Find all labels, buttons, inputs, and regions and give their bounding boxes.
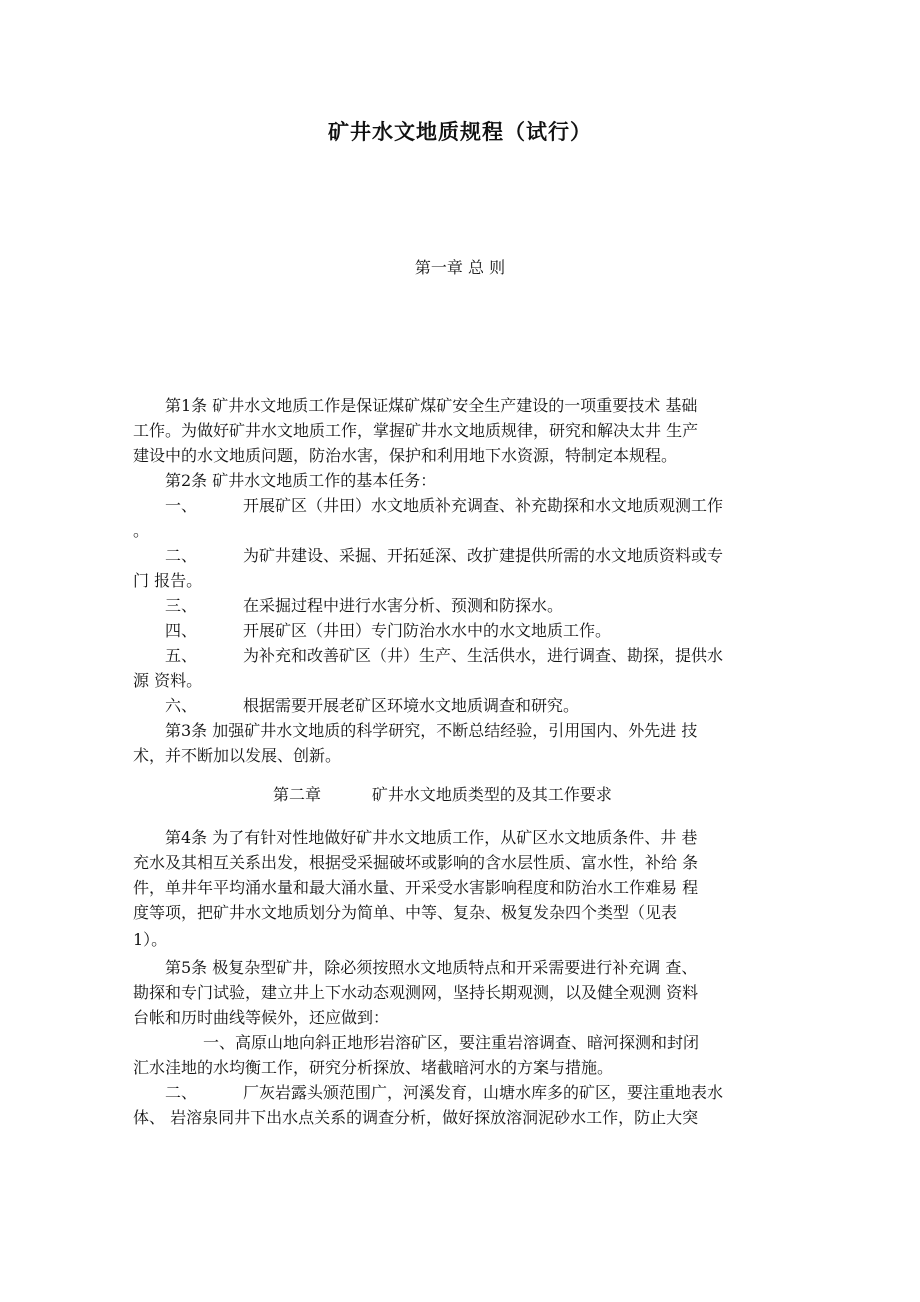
chapter-1-heading: 第一章 总 则 bbox=[414, 258, 506, 277]
article-5-line: 第5条 极复杂型矿井，除必须按照水文地质特点和开采需要进行补充调 查、 bbox=[165, 958, 698, 977]
task-continuation: 。 bbox=[133, 521, 150, 540]
article-5-item-1 bbox=[133, 1030, 793, 1080]
article-1-line: 工作。为做好矿井水文地质工作，掌握矿井水文地质规律，研究和解决太井 生产 bbox=[133, 421, 699, 440]
article-5 bbox=[133, 955, 793, 1030]
article-4-line: 充水及其相互关系出发，根据受采掘破坏或影响的含水层性质、富水性，补给 条 bbox=[133, 853, 699, 872]
article-1 bbox=[133, 393, 793, 468]
task-text: 开展矿区（井田）水文地质补充调查、补充勘探和水文地质观测工作 bbox=[243, 496, 724, 515]
document-body bbox=[133, 393, 793, 1130]
item-number: 二、 bbox=[165, 1083, 198, 1102]
task-text: 开展矿区（井田）专门防治水水中的水文地质工作。 bbox=[243, 621, 612, 640]
task-item bbox=[133, 643, 793, 693]
task-text: 为矿井建设、采掘、开拓延深、改扩建提供所需的水文地质资料或专 bbox=[243, 546, 724, 565]
task-number: 一、 bbox=[165, 496, 198, 515]
task-number: 二、 bbox=[165, 546, 198, 565]
article-4-line: 件，单井年平均涌水量和最大涌水量、开采受水害影响程度和防治水工作难易 程 bbox=[133, 878, 699, 897]
article-5-item-2 bbox=[133, 1080, 793, 1130]
article-3-line: 第3条 加强矿井水文地质的科学研究，不断总结经验，引用国内、外先进 技 bbox=[165, 721, 698, 740]
article-2-intro: 第2条 矿井水文地质工作的基本任务： bbox=[165, 471, 437, 490]
article-5-line: 台帐和历时曲线等候外，还应做到： bbox=[133, 1008, 390, 1027]
task-item bbox=[133, 543, 793, 593]
article-3 bbox=[133, 718, 793, 768]
article-4-line: 1）。 bbox=[133, 930, 168, 949]
task-item bbox=[133, 693, 793, 718]
article-3-line: 术，并不断加以发展、创新。 bbox=[133, 746, 342, 765]
task-text: 根据需要开展老矿区环境水文地质调查和研究。 bbox=[243, 696, 580, 715]
task-continuation: 源 资料。 bbox=[133, 671, 203, 690]
task-item bbox=[133, 593, 793, 618]
item-text: 厂灰岩露头颁范围广，河溪发育，山塘水库多的矿区，要注重地表水 bbox=[243, 1083, 724, 1102]
task-text: 为补充和改善矿区（井）生产、生活供水，进行调查、勘探，提供水 bbox=[243, 646, 724, 665]
article-4-line: 度等项，把矿井水文地质划分为简单、中等、复杂、极复发杂四个类型（见表 bbox=[133, 903, 678, 922]
article-5-item-line: 一、高原山地向斜正地形岩溶矿区，要注重岩溶调查、暗河探测和封闭 bbox=[203, 1033, 700, 1052]
task-number: 五、 bbox=[165, 646, 198, 665]
task-number: 三、 bbox=[165, 596, 198, 615]
task-continuation: 门 报告。 bbox=[133, 571, 203, 590]
document-title: 矿井水文地质规程（试行） bbox=[328, 120, 592, 144]
article-5-item-line: 汇水洼地的水均衡工作，研究分析探放、堵截暗河水的方案与措施。 bbox=[133, 1058, 614, 1077]
article-1-line: 第1条 矿井水文地质工作是保证煤矿煤矿安全生产建设的一项重要技术 基础 bbox=[165, 396, 698, 415]
task-item bbox=[133, 618, 793, 643]
task-item bbox=[133, 493, 793, 543]
task-number: 四、 bbox=[165, 621, 198, 640]
task-number: 六、 bbox=[165, 696, 198, 715]
article-1-line: 建设中的水文地质问题，防治水害，保护和利用地下水资源，特制定本规程。 bbox=[133, 446, 678, 465]
chapter-2-heading: 第二章 矿井水文地质类型的及其工作要求 bbox=[273, 785, 612, 804]
article-5-line: 勘探和专门试验，建立井上下水动态观测网，坚持长期观测，以及健全观测 资料 bbox=[133, 983, 699, 1002]
task-text: 在采掘过程中进行水害分析、预测和防探水。 bbox=[243, 596, 564, 615]
article-4-line: 第4条 为了有针对性地做好矿井水文地质工作，从矿区水文地质条件、井 巷 bbox=[165, 828, 698, 847]
article-4 bbox=[133, 825, 793, 955]
item-continuation: 体、 岩溶泉同井下出水点关系的调查分析，做好探放溶洞泥砂水工作，防止大突 bbox=[133, 1108, 699, 1127]
